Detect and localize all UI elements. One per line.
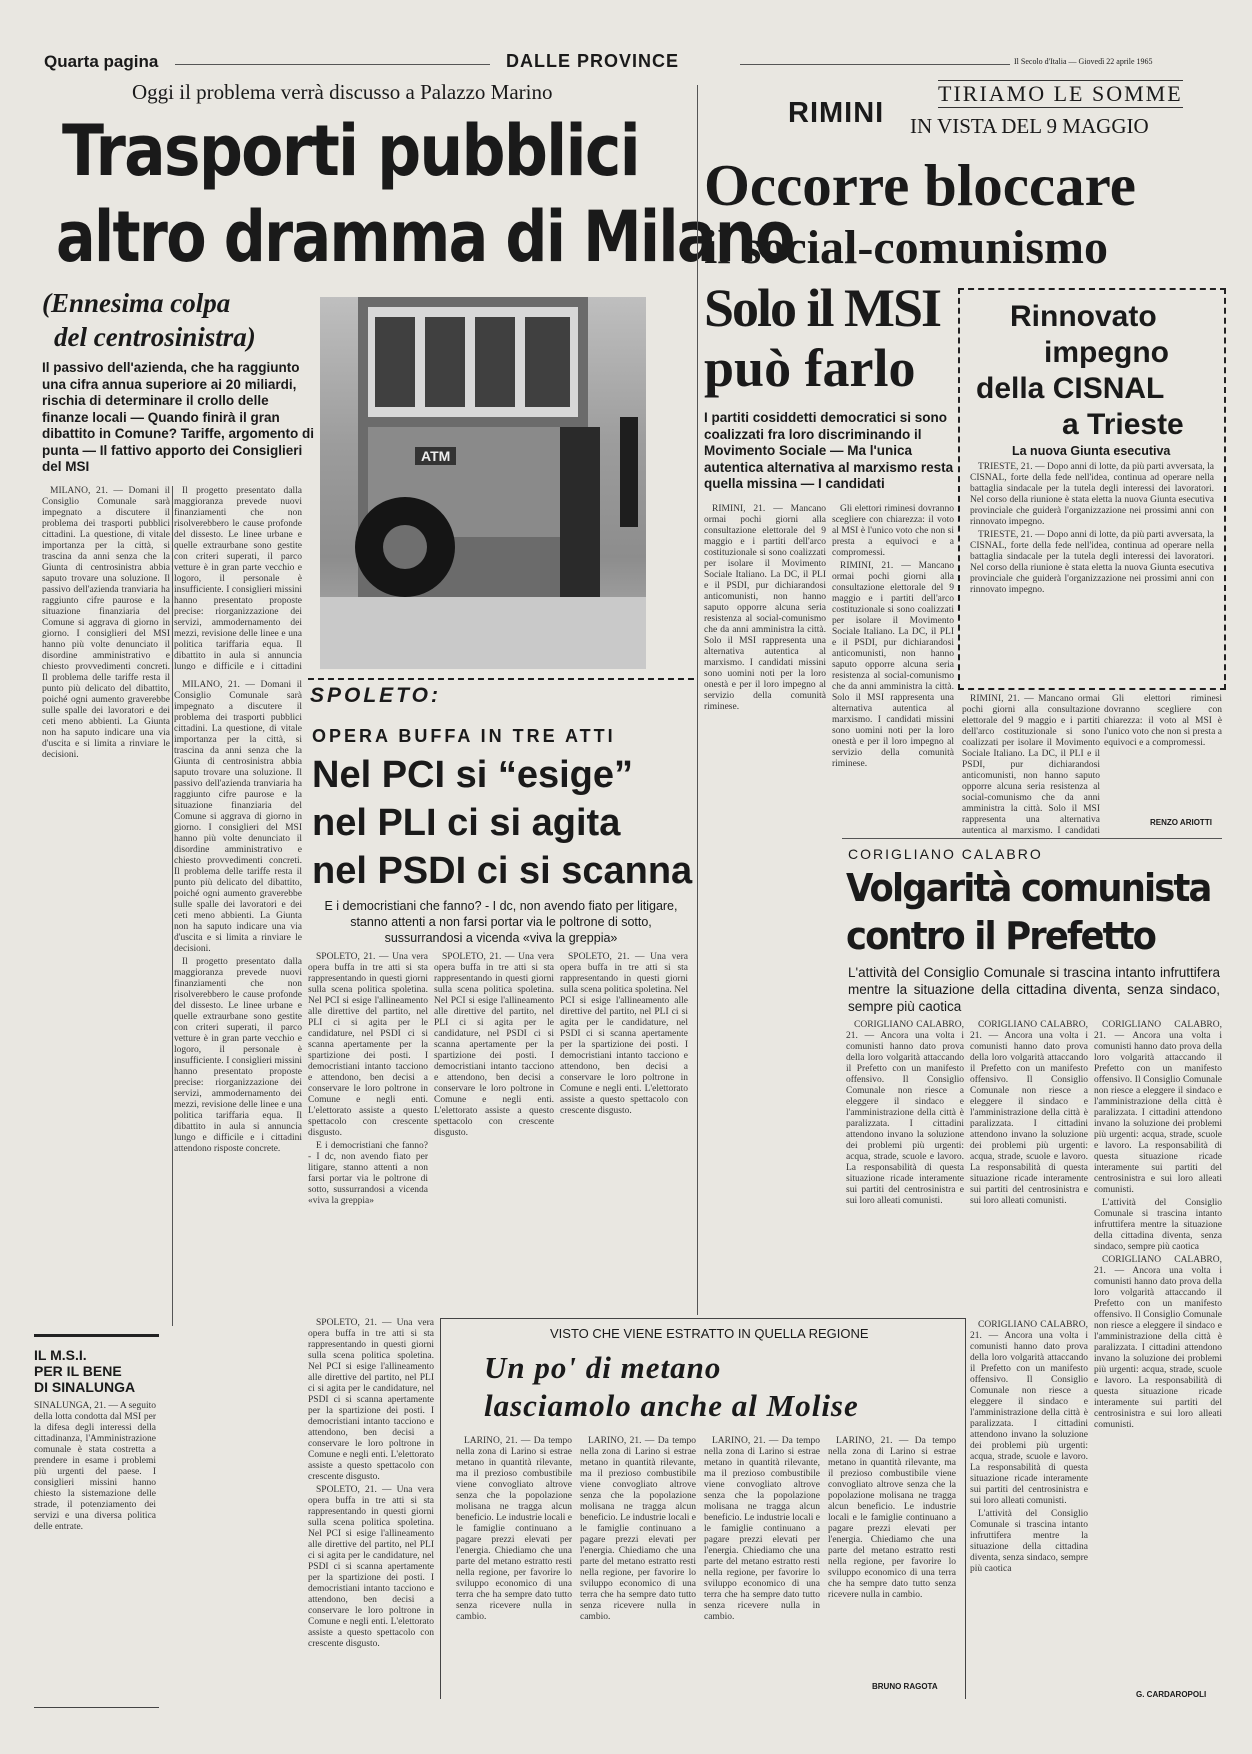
sinalunga-title-line2: PER IL BENE	[34, 1363, 122, 1379]
rimini-kicker-line1: TIRIAMO LE SOMME	[938, 81, 1183, 106]
molise-title-line2: lasciamolo anche al Molise	[484, 1388, 859, 1423]
spoleto-body-text1b: E i democristiani che fanno? - I dc, non avendo fiato per litigare, stanno attenti a non farsi portar via le poltrone di sotto, sussurrandosi a vicenda «viva la greppia»	[308, 1141, 428, 1206]
milano-kicker: Oggi il problema verrà discusso a Palazzo Marino	[132, 80, 553, 104]
rimini-body-text2: Gli elettori riminesi dovranno scegliere con chiarezza: il voto al MSI è l'unico voto che non si presta a equivoci e a compromessi.	[832, 504, 954, 558]
corigliano-body-text3: CORIGLIANO CALABRO, 21. — Ancora una volta i comunisti hanno dato prova della loro volgarità attaccando il Prefetto con un manifesto offensivo. Il Consiglio Comunale non riesce a eleggere il sindaco e l'amministrazione della città è paralizzata. I cittadini attendono invano la soluzione dei problemi più urgenti: acqua, strade, scuole e lavoro. La responsabilità di questa situazione ricade interamente sui partiti del centrosinistra e sui loro alleati comunisti.	[1094, 1020, 1222, 1195]
rimini-signature: RENZO ARIOTTI	[1150, 818, 1212, 827]
milano-photo	[320, 297, 646, 669]
molise-body-text3: LARINO, 21. — Da tempo nella zona di Larino si estrae metano in quantità rilevante, ma il prezioso combustibile viene convogliato altrove senza che la popolazione molisana ne tragga alcun beneficio. Le industrie locali e le famiglie continuano a pagare prezzi elevati per l'energia. Chiediamo che una parte del metano estratto resti nella regione, per favorire lo sviluppo economico di una terra che ha sempre dato tutto senza ricevere nulla in cambio.	[704, 1436, 820, 1622]
corigliano-label: CORIGLIANO CALABRO	[848, 846, 1043, 862]
molise-body-col4	[828, 1436, 956, 1676]
rimini-title-line1: Occorre bloccare	[704, 152, 1136, 218]
molise-body-text4: LARINO, 21. — Da tempo nella zona di Larino si estrae metano in quantità rilevante, ma il prezioso combustibile viene convogliato altrove senza che la popolazione molisana ne tragga alcun beneficio. Le industrie locali e le famiglie continuano a pagare prezzi elevati per l'energia. Chiediamo che una parte del metano estratto resti nella regione, per favorire lo sviluppo economico di una terra che ha sempre dato tutto senza ricevere nulla in cambio.	[828, 1436, 956, 1600]
sinalunga-box	[34, 1334, 159, 1708]
corigliano-body-col1	[846, 1020, 964, 1320]
cisnal-title-line4: a Trieste	[1062, 408, 1184, 441]
corigliano-body-text3b: L'attività del Consiglio Comunale si trascina intanto infruttifera mentre la situazione della cittadina diventa, senza sindaco, sempre più caotica	[1094, 1198, 1222, 1252]
cisnal-title-line2: impegno	[1044, 336, 1169, 369]
spoleto-continuation-text: SPOLETO, 21. — Una vera opera buffa in tre atti si sta rappresentando in questi giorni sulla scena politica spoletina. Nel PCI si esige l'allineamento alle direttive del partito, nel PLI ci si agita per le candidature, nel PSDI ci si scanna apertamente per la spartizione dei posti. I democristiani intanto tacciono e attendono, ben decisi a conservare le loro poltrone in Comune e negli enti. L'elettorato assiste a questo spettacolo con crescente disgusto.	[308, 1318, 434, 1482]
spoleto-label: SPOLETO:	[310, 684, 441, 707]
corigliano-title-line2: contro il Prefetto	[846, 914, 1156, 958]
rimini-title-line2: il social-comunismo	[704, 221, 1108, 274]
cisnal-subtitle: La nuova Giunta esecutiva	[1012, 444, 1171, 458]
molise-body-col3	[704, 1436, 820, 1694]
section-title: DALLE PROVINCE	[506, 51, 680, 71]
rimini-body-col4	[1104, 694, 1222, 812]
spoleto-body-col3	[560, 952, 688, 1312]
sinalunga-title-line3: DI SINALUNGA	[34, 1379, 136, 1395]
corigliano-body-col2-lower	[970, 1320, 1088, 1680]
rimini-label: RIMINI	[788, 97, 885, 129]
corigliano-lead: L'attività del Consiglio Comunale si trascina intanto infruttifera mentre la situazione della cittadina diventa, senza sindaco, sempre più caotica	[848, 965, 1220, 1014]
cisnal-body-text: TRIESTE, 21. — Dopo anni di lotte, da più parti avversata, la CISNAL, forte della fede nell'idea, continua ad operare nella battaglia sindacale per la tutela degli interessi dei lavoratori. Nel corso della riunione è stata eletta la nuova Giunta esecutiva provinciale che guiderà l'organizzazione nei prossimi anni con rinnovato impegno.	[970, 462, 1214, 527]
corigliano-body-text1: CORIGLIANO CALABRO, 21. — Ancora una volta i comunisti hanno dato prova della loro volgarità attaccando il Prefetto con un manifesto offensivo. Il Consiglio Comunale non riesce a eleggere il sindaco e l'amministrazione della città è paralizzata. I cittadini attendono invano la soluzione dei problemi più urgenti: acqua, strade, scuole e lavoro. La responsabilità di questa situazione ricade interamente sui partiti del centrosinistra e sui loro alleati comunisti.	[846, 1020, 964, 1206]
photo-bus-sign: ATM	[415, 447, 456, 465]
rimini-body-text4: Gli elettori riminesi dovranno scegliere con chiarezza: il voto al MSI è l'unico voto che non si presta a equivoci e a compromessi.	[1104, 694, 1222, 748]
cisnal-title-line1: Rinnovato	[1010, 300, 1157, 333]
spoleto-title-line1: Nel PCI si “esige”	[312, 754, 634, 796]
milano-col-rule	[172, 486, 173, 1326]
header-rule-right	[740, 64, 1010, 65]
sinalunga-body: SINALUNGA, 21. — A seguito della lotta condotta dal MSI per la difesa degli interessi della cittadinanza, l'Amministrazione comunale è stata costretta a prendere in esame i problemi più urgenti del paese. I consiglieri missini hanno chiesto la sistemazione delle strade, il potenziamento dei servizi e una diversa politica delle entrate.	[34, 1401, 156, 1532]
molise-signature: BRUNO RAGOTA	[872, 1682, 938, 1691]
center-left-filler-col	[174, 680, 302, 1700]
molise-kicker: VISTO CHE VIENE ESTRATTO IN QUELLA REGIONE	[550, 1326, 869, 1341]
cisnal-body	[970, 462, 1214, 676]
rimini-body-col3	[962, 694, 1100, 834]
center-divider	[697, 85, 698, 1315]
rimini-body-col2	[832, 504, 954, 834]
corigliano-body-col2	[970, 1020, 1088, 1320]
milano-subtitle-line1: (Ennesima colpa	[42, 288, 231, 318]
rimini-lead: I partiti cosiddetti democratici si sono coalizzati fra loro discriminando il Movimento Sociale — Ma l'unica autentica alternativa al marxismo resta quella missina — I candidati	[704, 410, 954, 491]
rimini-body-text1: RIMINI, 21. — Mancano ormai pochi giorni alla consultazione elettorale del 9 maggio e i partiti dell'arco costituzionale si sono coalizzati per isolare il Movimento Sociale Italiano. La DC, il PLI e il PSDI, pur dichiarandosi anticomunisti, non hanno saputo opporre alcuna seria resistenza al social-comunismo che da anni amministra la città. Solo il MSI rappresenta una alternativa autentica al marxismo. I candidati missini sono uomini noti per la loro onestà e per il loro impegno al servizio della comunità riminese.	[704, 504, 826, 712]
molise-body-col1	[456, 1436, 572, 1694]
corigliano-signature: G. CARDAROPOLI	[1136, 1690, 1207, 1699]
sinalunga-title-line1: IL M.S.I.	[34, 1347, 87, 1363]
rimini-body-col1	[704, 504, 826, 834]
dateline: Il Secolo d'Italia — Giovedì 22 aprile 1965	[1014, 57, 1153, 66]
spoleto-lead: E i democristiani che fanno? - I dc, non avendo fiato per litigare, stanno attenti a non farsi portar via le poltrone di sotto, sussurrandosi a vicenda «viva la greppia»	[324, 899, 678, 945]
spoleto-title-line2: nel PLI ci si agita	[312, 802, 621, 844]
header-rule-left	[175, 64, 490, 65]
bus-illustration	[320, 297, 646, 669]
corigliano-body-text3c: CORIGLIANO CALABRO, 21. — Ancora una volta i comunisti hanno dato prova della loro volgarità attaccando il Prefetto con un manifesto offensivo. Il Consiglio Comunale non riesce a eleggere il sindaco e l'amministrazione della città è paralizzata. I cittadini attendono invano la soluzione dei problemi più urgenti: acqua, strade, scuole e lavoro. La responsabilità di questa situazione ricade interamente sui partiti del centrosinistra e sui loro alleati comunisti.	[1094, 1255, 1222, 1430]
rimini-body-text3: RIMINI, 21. — Mancano ormai pochi giorni alla consultazione elettorale del 9 maggio e i partiti dell'arco costituzionale si sono coalizzati per isolare il Movimento Sociale Italiano. La DC, il PLI e il PSDI, pur dichiarandosi anticomunisti, non hanno saputo opporre alcuna seria resistenza al social-comunismo che da anni amministra la città. Solo il MSI rappresenta una alternativa autentica al marxismo. I candidati	[962, 694, 1100, 834]
spoleto-title-line3: nel PSDI ci si scanna	[312, 850, 693, 892]
spoleto-body-col2	[434, 952, 554, 1312]
rimini-kicker-line2: IN VISTA DEL 9 MAGGIO	[910, 114, 1149, 138]
milano-body-text2-continued: MILANO, 21. — Domani il Consiglio Comunale sarà impegnato a discutere il problema dei trasporti pubblici cittadini. La questione, di vitale importanza per la città, si trascina da anni senza che la Giunta di centrosinistra abbia saputo trovare una soluzione. Il passivo dell'azienda tranviaria ha raggiunto cifre paurose e la situazione finanziaria del Comune si aggrava di giorno in giorno. I consiglieri del MSI hanno più volte denunciato il disordine amministrativo e chiesto provvedimenti concreti. Il problema delle tariffe resta il punto più delicato del dibattito, poiché ogni aumento graverebbe sulle spalle dei lavoratori e dei ceti meno abbienti. La Giunta non ha saputo indicare una via d'uscita e si limita a rinviare le decisioni.	[174, 680, 302, 954]
spoleto-kicker: OPERA BUFFA IN TRE ATTI	[312, 726, 616, 746]
cisnal-body-text-b: TRIESTE, 21. — Dopo anni di lotte, da più parti avversata, la CISNAL, forte della fede nell'idea, continua ad operare nella battaglia sindacale per la tutela degli interessi dei lavoratori. Nel corso della riunione è stata eletta la nuova Giunta esecutiva provinciale che guiderà l'organizzazione nei prossimi anni con rinnovato impegno.	[970, 530, 1214, 595]
corigliano-body-text2: CORIGLIANO CALABRO, 21. — Ancora una volta i comunisti hanno dato prova della loro volgarità attaccando il Prefetto con un manifesto offensivo. Il Consiglio Comunale non riesce a eleggere il sindaco e l'amministrazione della città è paralizzata. I cittadini attendono invano la soluzione dei problemi più urgenti: acqua, strade, scuole e lavoro. La responsabilità di questa situazione ricade interamente sui partiti del centrosinistra e sui loro alleati comunisti.	[970, 1020, 1088, 1206]
milano-subtitle-line2: del centrosinistra)	[54, 322, 256, 352]
milano-body-text2-continued-b: Il progetto presentato dalla maggioranza prevede nuovi finanziamenti che non risolverebbero le cause profonde del dissesto. Le linee urbane e quelle extraurbane sono gestite con criteri superati, il parco vetture è in gran parte vecchio e logoro, il personale è insufficiente. I consiglieri missini hanno presentato proposte precise: riorganizzazione dei servizi, ammodernamento dei mezzi, revisione delle linee e una politica tariffaria equa. Il dibattito in aula si annuncia lungo e difficile e i cittadini attendono risposte concrete.	[174, 957, 302, 1154]
spoleto-body-text3: SPOLETO, 21. — Una vera opera buffa in tre atti si sta rappresentando in questi giorni sulla scena politica spoletina. Nel PCI si esige l'allineamento alle direttive del partito, nel PLI ci si agita per le candidature, nel PSDI ci si scanna apertamente per la spartizione dei posti. I democristiani intanto tacciono e attendono, ben decisi a conservare le loro poltrone in Comune e negli enti. L'elettorato assiste a questo spettacolo con crescente disgusto.	[560, 952, 688, 1116]
corigliano-body-text2b: CORIGLIANO CALABRO, 21. — Ancora una volta i comunisti hanno dato prova della loro volgarità attaccando il Prefetto con un manifesto offensivo. Il Consiglio Comunale non riesce a eleggere il sindaco e l'amministrazione della città è paralizzata. I cittadini attendono invano la soluzione dei problemi più urgenti: acqua, strade, scuole e lavoro. La responsabilità di questa situazione ricade interamente sui partiti del centrosinistra e sui loro alleati comunisti.	[970, 1320, 1088, 1506]
milano-lead: Il passivo dell'azienda, che ha raggiunto una cifra annua superiore ai 20 miliardi, rischia di determinare il crollo delle finanze locali — Quando finirà il gran dibattito in Comune? Tariffe, argomento di punta — Il fattivo apporto dei Consiglieri del MSI	[42, 360, 314, 474]
milano-body-col1	[42, 486, 170, 1096]
corigliano-title-line1: Volgarità comunista	[846, 866, 1211, 910]
corigliano-body-text2c: L'attività del Consiglio Comunale si trascina intanto infruttifera mentre la situazione della cittadina diventa, senza sindaco, sempre più caotica	[970, 1509, 1088, 1574]
milano-title-line2: altro dramma di Milano	[56, 196, 794, 278]
corigliano-body-col3	[1094, 1020, 1222, 1680]
milano-body-text1: MILANO, 21. — Domani il Consiglio Comunale sarà impegnato a discutere il problema dei trasporti pubblici cittadini. La questione, di vitale importanza per la città, si trascina da anni senza che la Giunta di centrosinistra abbia saputo trovare una soluzione. Il passivo dell'azienda tranviaria ha raggiunto cifre paurose e la situazione finanziaria del Comune si aggrava di giorno in giorno. I consiglieri del MSI hanno più volte denunciato il disordine amministrativo e chiesto provvedimenti concreti. Il problema delle tariffe resta il punto più delicato del dibattito, poiché ogni aumento graverebbe sulle spalle dei lavoratori e dei ceti meno abbienti. La Giunta non ha saputo indicare una via d'uscita e si limita a rinviare le decisioni.	[42, 486, 170, 760]
milano-body-text2: Il progetto presentato dalla maggioranza prevede nuovi finanziamenti che non risolverebbero le cause profonde del dissesto. Le linee urbane e quelle extraurbane sono gestite con criteri superati, il parco vetture è in gran parte vecchio e logoro, il personale è insufficiente. I consiglieri missini hanno presentato proposte precise: riorganizzazione dei servizi, ammodernamento dei mezzi, revisione delle linee e una politica tariffaria equa. Il dibattito in aula si annuncia lungo e difficile e i cittadini	[174, 486, 302, 670]
molise-title-line1: Un po' di metano	[484, 1350, 722, 1385]
spoleto-body-text1: SPOLETO, 21. — Una vera opera buffa in tre atti si sta rappresentando in questi giorni sulla scena politica spoletina. Nel PCI si esige l'allineamento alle direttive del partito, nel PLI ci si agita per le candidature, nel PSDI ci si scanna apertamente per la spartizione dei posti. I democristiani intanto tacciono e attendono, ben decisi a conservare le loro poltrone in Comune e negli enti. L'elettorato assiste a questo spettacolo con crescente disgusto.	[308, 952, 428, 1138]
spoleto-continuation-text-b: SPOLETO, 21. — Una vera opera buffa in tre atti si sta rappresentando in questi giorni sulla scena politica spoletina. Nel PCI si esige l'allineamento alle direttive del partito, nel PLI ci si agita per le candidature, nel PSDI ci si scanna apertamente per la spartizione dei posti. I democristiani intanto tacciono e attendono, ben decisi a conservare le loro poltrone in Comune e negli enti. L'elettorato assiste a questo spettacolo con crescente disgusto.	[308, 1485, 434, 1649]
rimini-title-line4: può farlo	[704, 338, 916, 398]
corigliano-top-rule	[842, 838, 1222, 839]
spoleto-body-text2: SPOLETO, 21. — Una vera opera buffa in tre atti si sta rappresentando in questi giorni sulla scena politica spoletina. Nel PCI si esige l'allineamento alle direttive del partito, nel PLI ci si agita per le candidature, nel PSDI ci si scanna apertamente per la spartizione dei posti. I democristiani intanto tacciono e attendono, ben decisi a conservare le loro poltrone in Comune e negli enti. L'elettorato assiste a questo spettacolo con crescente disgusto.	[434, 952, 554, 1138]
milano-body-col2	[174, 486, 302, 670]
rimini-title-line3: Solo il MSI	[704, 278, 941, 338]
rimini-body-text2b: RIMINI, 21. — Mancano ormai pochi giorni alla consultazione elettorale del 9 maggio e i partiti dell'arco costituzionale si sono coalizzati per isolare il Movimento Sociale Italiano. La DC, il PLI e il PSDI, pur dichiarandosi anticomunisti, non hanno saputo opporre alcuna seria resistenza al social-comunismo che da anni amministra la città. Solo il MSI rappresenta una alternativa autentica al marxismo. I candidati missini sono uomini noti per la loro onestà e per il loro impegno al servizio della comunità riminese.	[832, 561, 954, 769]
section-label-left: Quarta pagina	[44, 52, 159, 71]
molise-body-text2: LARINO, 21. — Da tempo nella zona di Larino si estrae metano in quantità rilevante, ma il prezioso combustibile viene convogliato altrove senza che la popolazione molisana ne tragga alcun beneficio. Le industrie locali e le famiglie continuano a pagare prezzi elevati per l'energia. Chiediamo che una parte del metano estratto resti nella regione, per favorire lo sviluppo economico di una terra che ha sempre dato tutto senza ricevere nulla in cambio.	[580, 1436, 696, 1622]
molise-body-text1: LARINO, 21. — Da tempo nella zona di Larino si estrae metano in quantità rilevante, ma il prezioso combustibile viene convogliato altrove senza che la popolazione molisana ne tragga alcun beneficio. Le industrie locali e le famiglie continuano a pagare prezzi elevati per l'energia. Chiediamo che una parte del metano estratto resti nella regione, per favorire lo sviluppo economico di una terra che ha sempre dato tutto senza ricevere nulla in cambio.	[456, 1436, 572, 1622]
cisnal-title-line3: della CISNAL	[976, 372, 1165, 405]
spoleto-continuation-col	[308, 1318, 434, 1698]
milano-title-line1: Trasporti pubblici	[62, 110, 639, 192]
spoleto-body-col1	[308, 952, 428, 1312]
molise-body-col2	[580, 1436, 696, 1694]
